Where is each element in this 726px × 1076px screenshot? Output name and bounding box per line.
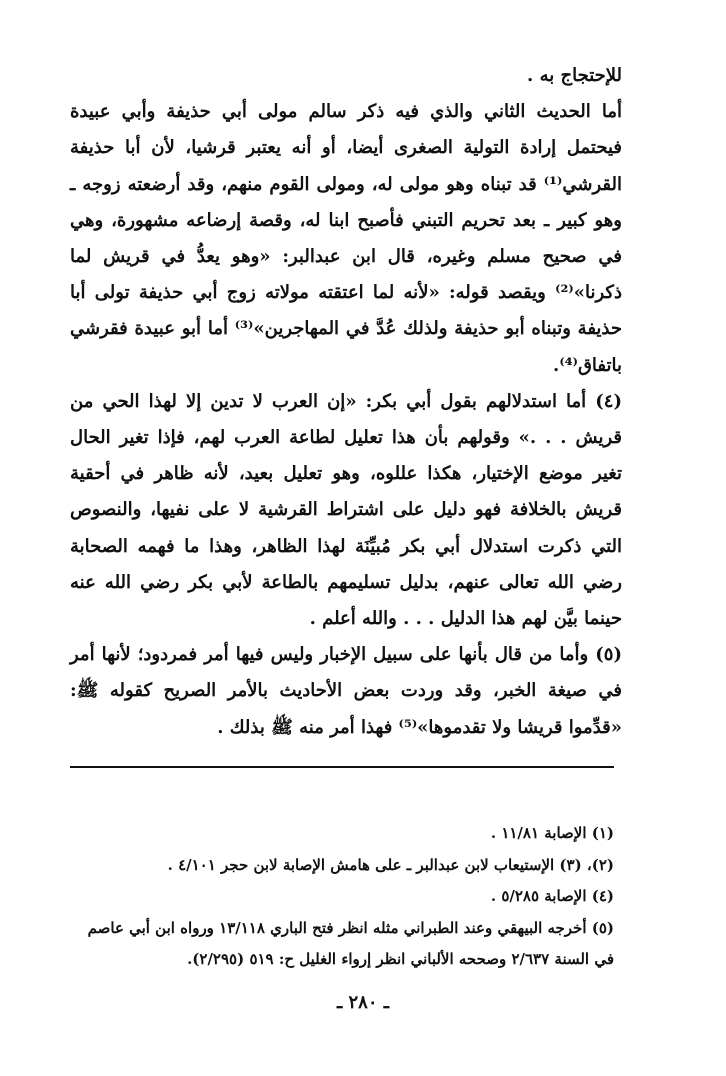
main-text [70, 58, 622, 746]
footnote-1: (١) الإصابة ١١/٨١ . [490, 824, 614, 842]
footnote-2-3: (٢)، (٣) الإستيعاب لابن عبدالبر ـ على هامش الإصابة لابن حجر ٤/١٠١ . [167, 855, 614, 874]
footnotes [70, 818, 614, 976]
footnote-5: (٥) أخرجه البيهقي وعند الطبراني مثله انظر فتح الباري ١٣/١١٨ ورواه ابن أبي عاصم في السنة ٢/٦٣٧ وصححه الألباني انظر إرواء الغليل ح: ٥١٩ (٢/٢٩٥). [87, 918, 614, 968]
paragraph-second-hadith: أما الحديث الثاني والذي فيه ذكر سالم مولى أبي حذيفة وأبي عبيدة فيحتمل إرادة التولية الصغرى أيضا، أو أنه يعتبر قرشيا، لأن أبا حذيفة القرشي⁽¹⁾ قد تبناه وهو مولى له، ومولى القوم منهم، وقد أرضعته زوجه ـ وهو كبير ـ بعد تحريم التبني فأصبح ابنا له، وقصة إرضاعه مشهورة، وهي في صحيح مسلم وغيره، قال ابن عبدالبر: «وهو يعدُّ في قريش لما ذكرنا»⁽²⁾ ويقصد قوله: «لأنه لما اعتقته مولاته زوج أبي حذيفة تولى أبا حذيفة وتبناه أبو حذيفة ولذلك عُدَّ في المهاجرين»⁽³⁾ أما أبو عبيدة فقرشي باتفاق⁽⁴⁾. [70, 101, 623, 376]
intro-line: للإحتجاج به . [527, 65, 622, 86]
footnote-4: (٤) الإصابة ٥/٢٨٥ . [490, 887, 614, 905]
paragraph-point-4: (٤) أما استدلالهم بقول أبي بكر: «إن العرب لا تدين إلا لهذا الحي من قريش . . .» وقولهم بأن هذا تعليل لطاعة العرب لهم، فإذا تغير الحال تغير موضع الإختيار، هكذا عللوه، وهو تعليل بعيد، لأنه ظاهر في أحقية قريش بالخلافة فهو دليل على اشتراط القرشية لا على نفيها، والنصوص التي ذكرت استدلال أبي بكر مُبيِّنَة لهذا الظاهر، وهذا ما فهمه الصحابة رضي الله تعالى عنهم، بدليل تسليمهم بالطاعة لأبي بكر رضي الله عنه حينما بيَّن لهم هذا الدليل . . . والله أعلم . [70, 390, 622, 630]
paragraph-point-5: (٥) وأما من قال بأنها على سبيل الإخبار وليس فيها أمر فمردود؛ لأنها أمر في صيغة الخبر، وقد وردت بعض الأحاديث بالأمر الصريح كقوله ﷺ: «قدِّموا قريشا ولا تقدموها»⁽⁵⁾ فهذا أمر منه ﷺ بذلك . [70, 644, 622, 738]
page-number: ـ ٢٨٠ ـ [336, 992, 390, 1013]
footnote-divider [70, 766, 614, 768]
